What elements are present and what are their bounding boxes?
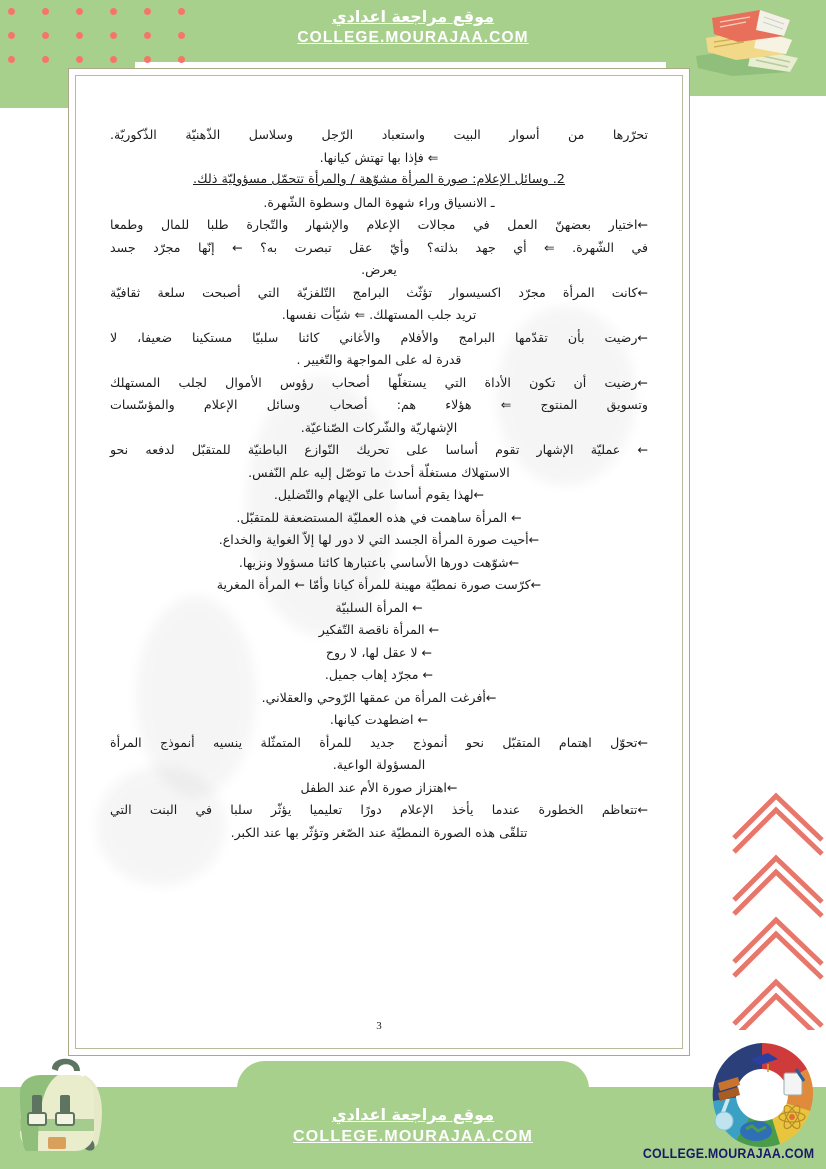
chevron-up-icon	[734, 796, 822, 840]
dot	[42, 56, 49, 63]
document-line: ←أحيت صورة المرأة الجسد التي لا دور لها إلاّ الغواية والخداع.	[218, 532, 540, 547]
document-line: ←اختيار بعضهنّ العمل في مجالات الإعلام والإشهار والتّجارة طلبا للمال وطمعا	[110, 217, 648, 232]
site-header-arabic-title: موقع مراجعة اعدادي	[331, 7, 495, 26]
stack-of-books-icon	[686, 4, 810, 78]
document-line: ← المرأة ساهمت في هذه العمليّة المستضعفة للمتقبّل.	[236, 509, 522, 525]
document-line: ← عمليّة الإشهار تقوم أساسا على تحريك النّوازع الباطنيّة للمتقبّل لدفعه نحو	[110, 442, 648, 457]
document-line: ← لا عقل لها، لا روح	[325, 644, 433, 660]
document-line: ← المرأة ناقصة التّفكير	[318, 622, 440, 637]
document-line: تحرّرها من أسوار البيت واستعباد الرّجل وسلاسل الذّهنيّة الذّكوريّة.	[110, 127, 648, 142]
watermark-url: COLLEGE.MOURAJAA.COM	[642, 1146, 814, 1161]
document-line: الإشهاريّة والشّركات الصّناعيّة.	[300, 419, 458, 435]
chevron-up-icon	[734, 858, 822, 902]
document-line: ⇐ فإذا بها تهتش كيانها.	[319, 149, 439, 165]
document-line: تريد جلب المستهلك. ⇐ شيّأت نفسها.	[281, 307, 477, 322]
chevron-up-icon	[734, 982, 822, 1026]
document-line: ←أفرغت المرأة من عمقها الرّوحي والعقلاني.	[261, 689, 497, 705]
document-sheet	[68, 68, 690, 1056]
document-line: الاستهلاك مستغلّة أحدث ما توصّل إليه علم النّفس.	[248, 464, 510, 480]
chevron-decoration	[730, 790, 826, 1030]
document-line: وتسويق المنتوج ⇐ هؤلاء هم: أصحاب وسائل الإعلام والمؤسّسات	[110, 397, 648, 412]
document-line: ←شوّهت دورها الأساسي باعتبارها كائنا مسؤولا ونزيها.	[238, 554, 520, 570]
document-line: في الشّهرة. ⇐ أي جهد بذلته؟ وأيّ عقل تبصرت به؟ ← إنّها مجرّد جسد	[110, 239, 648, 255]
document-line: ←تتعاظم الخطورة عندما يأخذ الإعلام دورًا تعليميا يؤثّر سلبا في البنت التي	[110, 802, 648, 817]
site-footer-arabic-title: موقع مراجعة اعدادي	[331, 1105, 495, 1124]
document-line: 2. وسائل الإعلام: صورة المرأة مشوّهة / والمرأة تتحمّل مسؤوليّة ذلك.	[193, 172, 565, 187]
document-line: ←كانت المرأة مجرّد اكسيسوار تؤثّث البرامج التّلفزيّة التي أصبحت سلعة ثقافيّة	[110, 284, 648, 300]
site-footer-url: COLLEGE.MOURAJAA.COM	[293, 1128, 533, 1145]
document-text-body	[76, 76, 682, 844]
document-line: ←رضيت أن تكون الأداة التي يستغلّها أصحاب رؤوس الأموال لجلب المستهلك	[110, 374, 648, 390]
dot	[144, 56, 151, 63]
dot	[8, 56, 15, 63]
document-line: ←اهتزاز صورة الأم عند الطفل	[300, 779, 458, 795]
document-line: قدرة له على المواجهة والتّغيير .	[296, 352, 462, 367]
chevron-up-icon	[734, 872, 822, 916]
document-line: يعرض.	[361, 262, 397, 277]
document-line: تتلقّى هذه الصورة النمطيّة عند الصّغر وتؤثّر بها عند الكبر.	[230, 824, 528, 840]
chevron-up-icon	[734, 920, 822, 964]
document-line: ←رضيت بأن تقدّمها البرامج والأفلام والأغاني كائنا سلبيّا مستكينا ضعيفا، لا	[110, 329, 648, 345]
document-line: ←لهذا يقوم أساسا على الإيهام والتّضليل.	[273, 487, 485, 502]
dot	[110, 56, 117, 63]
chevron-up-icon	[734, 934, 822, 978]
document-sheet-inner	[75, 75, 683, 1049]
site-header-url: COLLEGE.MOURAJAA.COM	[297, 29, 529, 46]
document-line: المسؤولة الواعية.	[332, 757, 426, 772]
education-ring-icon	[706, 1039, 818, 1151]
dot	[178, 56, 185, 63]
document-line: ←كرّست صورة نمطيّة مهينة للمرأة كيانا وأمّا ← المرأة المغرية	[216, 577, 542, 592]
document-line: ـ الانسياق وراء شهوة المال وسطوة الشّهرة.	[263, 194, 495, 210]
document-line: ← اضطهدت كيانها.	[329, 712, 429, 727]
document-line: ← مجرّد إهاب جميل.	[324, 667, 434, 682]
chevron-up-icon	[734, 810, 822, 854]
dot	[76, 56, 83, 63]
page-number: 3	[376, 1020, 382, 1032]
document-line: ← المرأة السلبيّة	[335, 599, 423, 615]
document-line: ←تحوّل اهتمام المتقبّل نحو أنموذج جديد للمرأة المتمثّلة ينسيه أنموذج المرأة	[110, 734, 648, 750]
backpack-icon	[6, 1039, 124, 1159]
